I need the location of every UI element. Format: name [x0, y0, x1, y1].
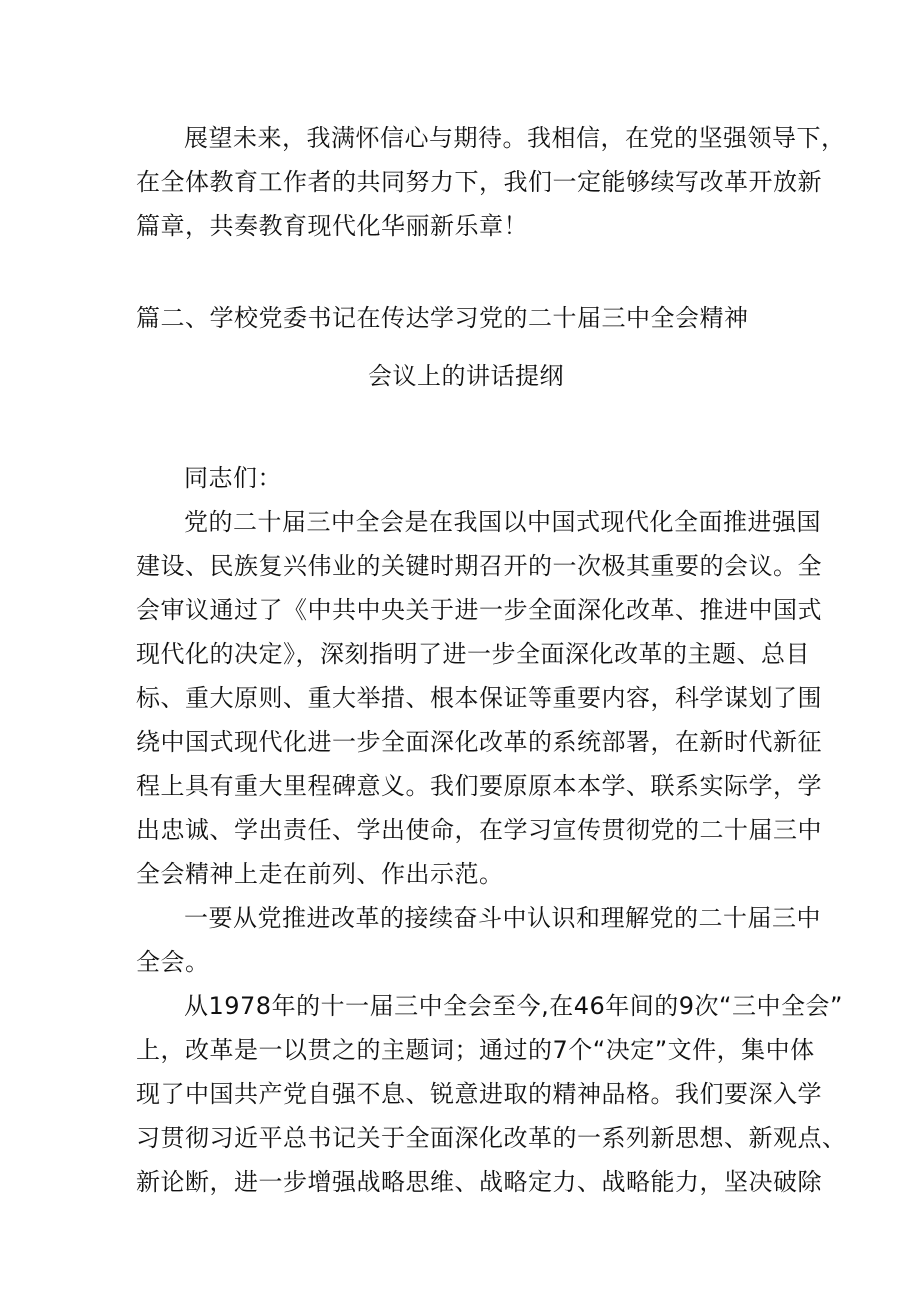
section-title: [136, 296, 796, 340]
closing-paragraph: [136, 116, 846, 248]
section-title-continued: [136, 354, 796, 398]
text-line: 全会精神上走在前列、作出示范。: [136, 860, 504, 888]
text-line: 党的二十届三中全会是在我国以中国式现代化全面推进强国: [184, 508, 821, 536]
salutation-text: 同志们：: [184, 464, 282, 492]
text-line: 标、重大原则、重大举措、根本保证等重要内容，科学谋划了围: [136, 684, 822, 712]
text-line: 在全体教育工作者的共同努力下，我们一定能够续写改革开放新: [136, 168, 822, 196]
text-line: 上，改革是一以贯之的主题词；通过的7个“决定”文件，集中体: [136, 1036, 815, 1064]
paragraph-3: [136, 984, 847, 1204]
text-line: 全会。: [136, 948, 210, 976]
text-line: 绕中国式现代化进一步全面深化改革的系统部署，在新时代新征: [136, 728, 822, 756]
text-line: 现了中国共产党自强不息、锐意进取的精神品格。我们要深入学: [136, 1080, 822, 1108]
text-line: 程上具有重大里程碑意义。我们要原原本本学、联系实际学，学: [136, 772, 822, 800]
text-line: 现代化的决定》，深刻指明了进一步全面深化改革的主题、总目: [136, 640, 810, 668]
text-line: 从1978年的十一届三中全会至今,在46年间的9次“三中全会”: [184, 992, 843, 1020]
text-line: 会审议通过了《中共中央关于进一步全面深化改革、推进中国式: [136, 596, 822, 624]
text-line: 出忠诚、学出责任、学出使命，在学习宣传贯彻党的二十届三中: [136, 816, 822, 844]
text-line: 一要从党推进改革的接续奋斗中认识和理解党的二十届三中: [184, 904, 821, 932]
paragraph-2: [136, 896, 821, 984]
paragraph-1: [136, 500, 822, 896]
section-title-line1: 篇二、学校党委书记在传达学习党的二十届三中全会精神: [136, 304, 749, 332]
text-line: 建设、民族复兴伟业的关键时期召开的一次极其重要的会议。全: [136, 552, 822, 580]
text-line: 习贯彻习近平总书记关于全面深化改革的一系列新思想、新观点、: [136, 1124, 847, 1152]
text-line: 新论断，进一步增强战略思维、战略定力、战略能力，坚决破除: [136, 1168, 822, 1196]
salutation: [136, 456, 796, 500]
text-line: 展望未来，我满怀信心与期待。我相信，在党的坚强领导下，: [184, 124, 846, 152]
text-line: 篇章，共奏教育现代化华丽新乐章！: [136, 212, 528, 240]
section-title-line2: 会议上的讲话提纲: [368, 362, 564, 390]
